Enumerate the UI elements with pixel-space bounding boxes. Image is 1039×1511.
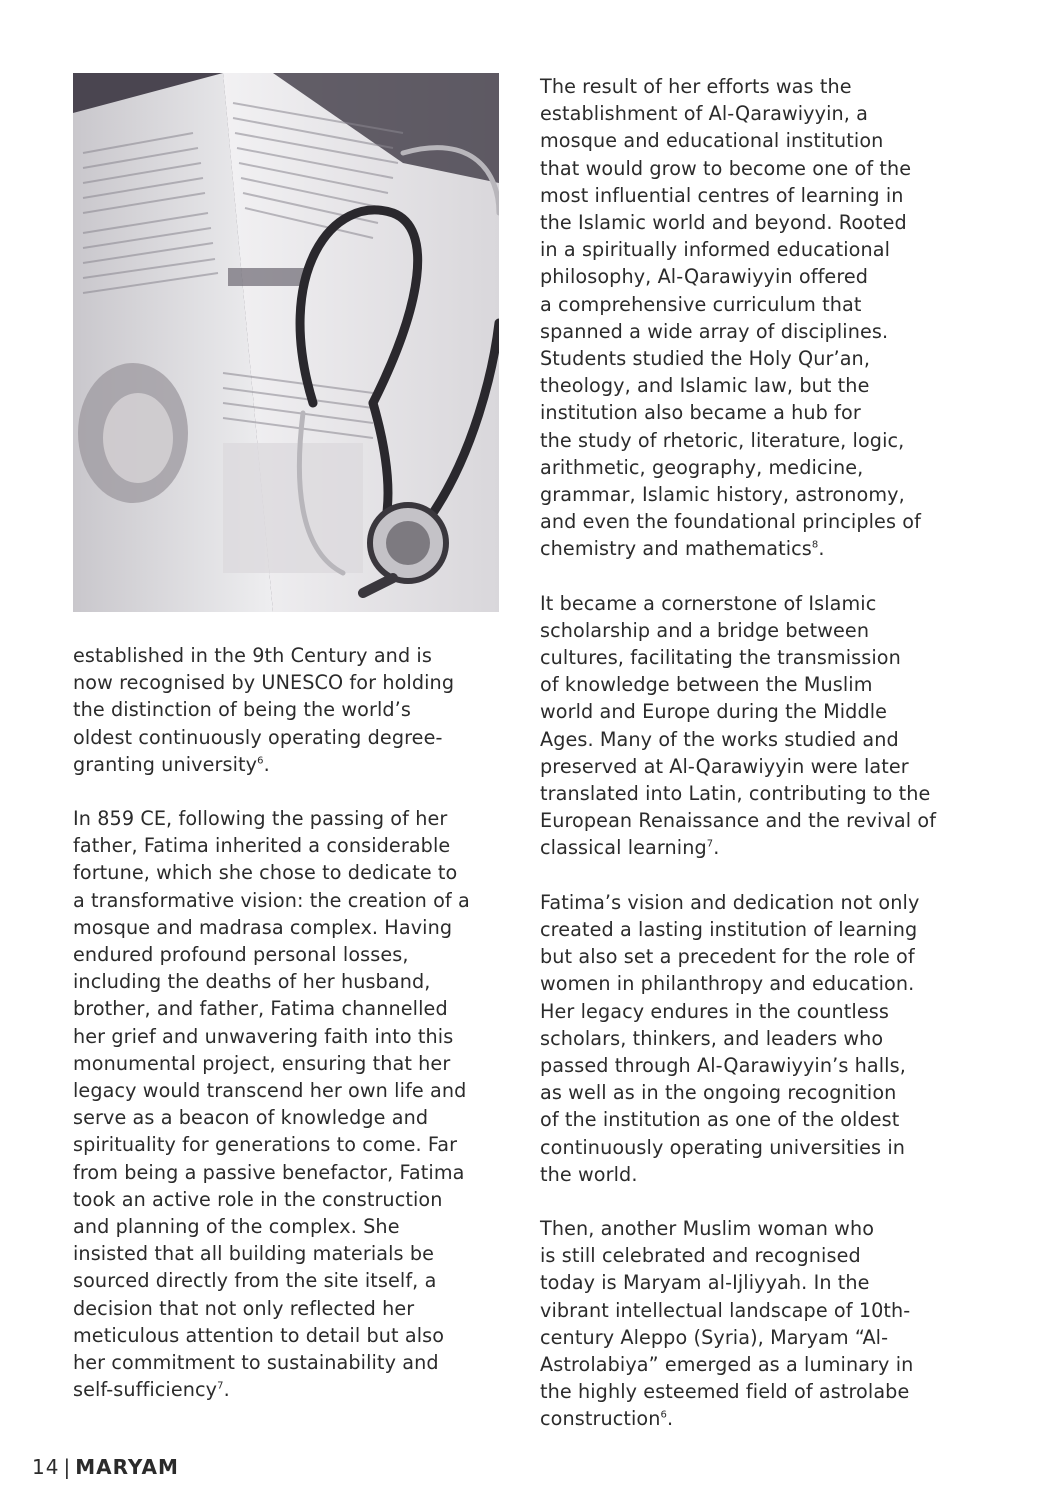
magazine-name: MARYAM (75, 1455, 179, 1479)
footer-separator: | (63, 1455, 72, 1479)
left-paragraph-2: In 859 CE, following the passing of her father, Fatima inherited a considerable fortune, which she chose to dedicate to a transformative vision: the creation of a mosque and madrasa complex. Having endured profound personal losses, including the deaths of her husband, brother, and father, Fatima channelled her grief and unwavering faith into this monumental project, ensuring that her legacy would transcend her own life and serve as a beacon of knowledge and spirituality for generations to come. Far from being a passive benefactor, Fatima took an active role in the construction and planning of the complex. She insisted that all building materials be sourced directly from the site itself, a decision that not only reflected her meticulous attention to detail but also her commitment to sustainability and self-sufficiency$^7$. (73, 807, 470, 1402)
right-column (540, 73, 980, 1460)
right-paragraph-1: The result of her efforts was the establishment of Al-Qarawiyyin, a mosque and educational institution that would grow to become one of the most influential centres of learning in the Islamic world and beyond. Rooted in a spiritually informed educational philosophy, Al-Qarawiyyin offered a comprehensive curriculum that spanned a wide array of disciplines. Students studied the Holy Qur’an, theology, and Islamic law, but the institution also became a hub for the study of rhetoric, literature, logic, arithmetic, geography, medicine, grammar, Islamic history, astronomy, and even the foundational principles of chemistry and mathematics$^8$. (540, 75, 921, 561)
page-number: 14 (32, 1455, 60, 1479)
footnote-ref: 6 (257, 755, 264, 767)
book-stethoscope-icon (73, 73, 499, 612)
footnote-ref: 6 (660, 1409, 667, 1421)
footnote-ref: 7 (706, 839, 714, 851)
book-stethoscope-photo (73, 73, 499, 612)
left-column (73, 642, 513, 1430)
right-paragraph-2: It became a cornerstone of Islamic scholarship and a bridge between cultures, facilitating the transmission of knowledge between the Muslim world and Europe during the Middle Ages. Many of the works studied and preserved at Al-Qarawiyyin were later translated into Latin, contributing to the European Renaissance and the revival of classical learning$^7$. (540, 591, 937, 860)
page-footer (32, 1455, 179, 1479)
footnote-ref: 7 (217, 1380, 224, 1392)
right-paragraph-4: Then, another Muslim woman who is still celebrated and recognised today is Maryam al-Ijliyyah. In the vibrant intellectual landscape of 10th- century Aleppo (Syria), Maryam “Al- Astrolabiya” emerged as a luminary in the highly esteemed field of astrolabe construction$^6$. (540, 1216, 914, 1431)
footnote-ref: 8 (811, 540, 819, 552)
left-paragraph-1: established in the 9th Century and is now recognised by UNESCO for holding the distinction of being the world’s oldest continuously operating degree- granting university$^6$. (73, 644, 455, 776)
right-paragraph-3: Fatima’s vision and dedication not only created a lasting institution of learning but also set a precedent for the role of women in philanthropy and education. Her legacy endures in the countless scholars, thinkers, and leaders who passed through Al-Qarawiyyin’s halls, as well as in the ongoing recognition of the institution as one of the oldest continuously operating universities in the world. (540, 890, 920, 1186)
